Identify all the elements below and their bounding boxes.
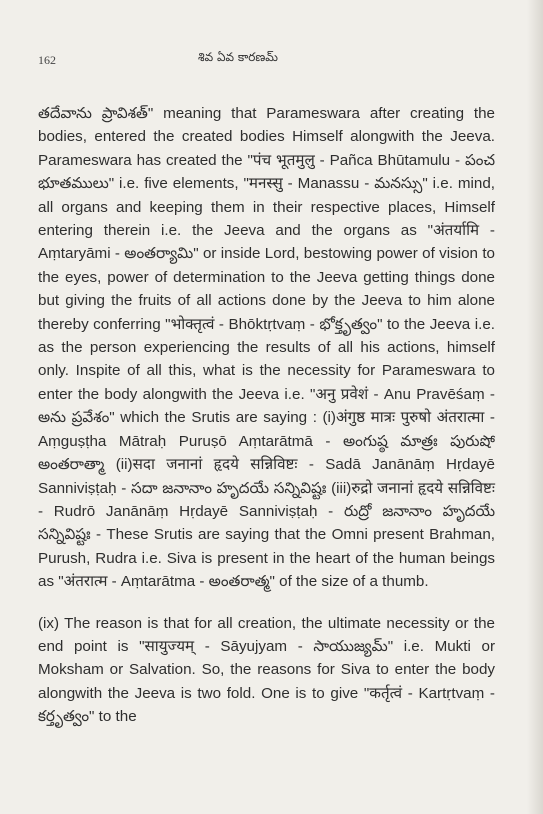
- body-text: [38, 102, 495, 729]
- paragraph-1: తదేవాను ప్రావిశత్" meaning that Parameswara after creating the bodies, entered the created bodies Himself alongwith the Jeeva. Parameswara has created the "पंच भूतमुलु - Pañca Bhūtamulu - పంచ భూతములు" i.e. five elements, "मनस्सु - Manassu - మనస్సు" i.e. mind, all organs and keeping them in their respective places, Himself entering therein i.e. the Jeeva and the organs as "अंतर्यामि - Aṃtaryāmi - అంతర్యామి" or inside Lord, bestowing power of vision to the eyes, power of determination to the Jeeva getting things done but giving the fruits of all actions done by the Jeeva to him alone thereby conferring "भोक्तृत्वं - Bhōktṛtvaṃ - భోక్తృత్వం" to the Jeeva i.e. as the person experiencing the results of all his actions, himself only. Inspite of all this, what is the necessity for Parameswara to enter the body alongwith the Jeeva i.e. "अनु प्रवेशं - Anu Pravēśaṃ - అను ప్రవేశం" which the Srutis are saying : (i)अंगुष्ठ मात्रः पुरुषो अंतरात्मा - Aṃguṣṭha Mātraḥ Puruṣō Aṃtarātmā - అంగుష్ఠ మాత్రః పురుషో అంతరాత్మా (ii)सदा जनानां हृदये सन्निविष्टः - Sadā Janānāṃ Hṛdayē Sanniviṣṭaḥ - సదా జనానాం హృదయే సన్నివిష్టః (iii)रुद्रो जनानां हृदये सन्निविष्टः - Rudrō Janānāṃ Hṛdayē Sanniviṣṭaḥ - రుద్రో జనానాం హృదయే సన్నివిష్టః - These Srutis are saying that the Omni present Brahman, Purush, Rudra i.e. Siva is present in the heart of the human beings as "अंतरात्म - Aṃtarātma - అంతరాత్మ" of the size of a thumb.: [38, 105, 495, 591]
- running-head: [38, 50, 488, 68]
- running-title: శివ ఏవ కారణమ్: [198, 50, 278, 64]
- page-edge-shadow: [527, 0, 543, 814]
- paragraph-2: (ix) The reason is that for all creation, the ultimate necessity or the end point is "सायुज्यम् - Sāyujyam - సాయుజ్యమ్" i.e. Mukti or Moksham or Salvation. So, the reasons for Siva to enter the body alongwith the Jeeva is two fold. One is to give "कर्तृत्वं - Kartṛtvaṃ - కర్తృత్వం" to the: [38, 614, 495, 726]
- page-number: 162: [38, 53, 56, 67]
